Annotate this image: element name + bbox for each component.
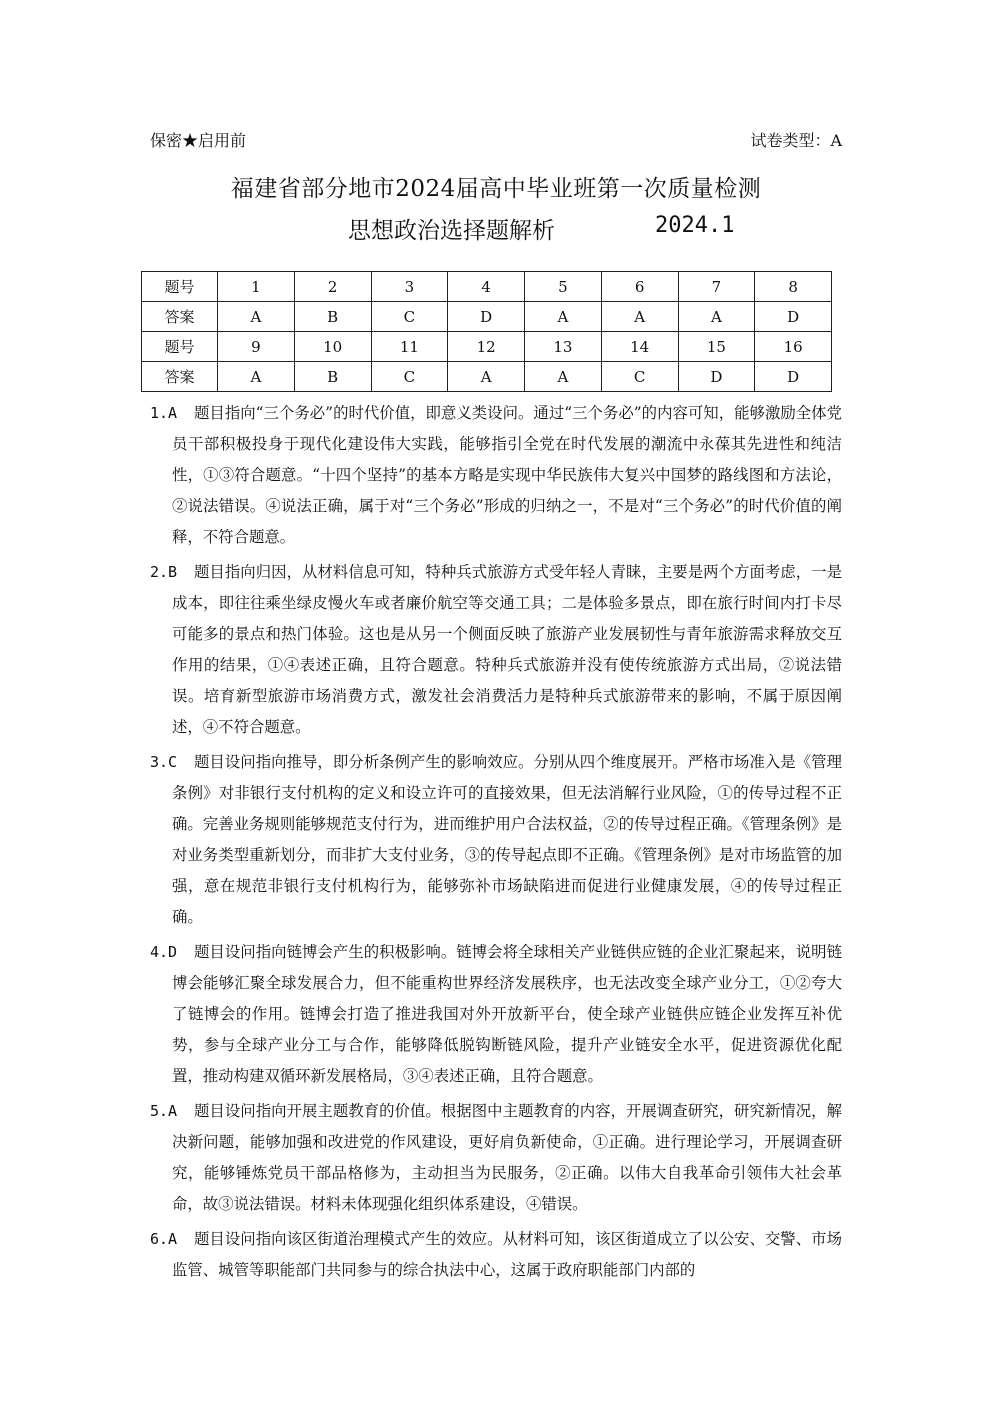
item-text: 题目设问指向链博会产生的积极影响。链博会将全球相关产业链供应链的企业汇聚起来，说明链博会能够汇聚全球发展合力，但不能重构世界经济发展秩序，也无法改变全球产业分工，①②夸大了链博会的作用。链博会打造了推进我国对外开放新平台，使全球产业链供应链企业发挥互补优势，参与全球产业分工与合作，能够降低脱钩断链风险，提升产业链安全水平，促进资源优化配置，推动构建双循环新发展格局，③④表述正确，且符合题意。 — [172, 943, 842, 1085]
table-cell: B — [294, 362, 371, 392]
table-cell: D — [448, 302, 525, 332]
table-cell: 6 — [601, 272, 678, 302]
table-cell: 4 — [448, 272, 525, 302]
table-cell: D — [678, 362, 755, 392]
item-text: 题目指向“三个务必”的时代价值，即意义类设问。通过“三个务必”的内容可知，能够激励全体党员干部积极投身于现代化建设伟大实践，能够指引全党在时代发展的潮流中永葆其先进性和纯洁性，①③符合题意。“十四个坚持”的基本方略是实现中华民族伟大复兴中国梦的路线图和方法论，②说法错误。④说法正确，属于对“三个务必”形成的归纳之一，不是对“三个务必”的时代价值的阐释，不符合题意。 — [172, 404, 842, 546]
row-header-cell: 答案 — [142, 362, 218, 392]
table-cell: A — [218, 302, 295, 332]
table-cell: 9 — [218, 332, 295, 362]
table-cell: D — [755, 302, 832, 332]
paper-type-label: 试卷类型：A — [750, 131, 842, 150]
item-text: 题目指向归因，从材料信息可知，特种兵式旅游方式受年轻人青睐，主要是两个方面考虑，一是成本，即往往乘坐绿皮慢火车或者廉价航空等交通工具；二是体验多景点，即在旅行时间内打卡尽可能多的景点和热门体验。这也是从另一个侧面反映了旅游产业发展韧性与青年旅游需求释放交互作用的结果，①④表述正确，且符合题意。特种兵式旅游并没有使传统旅游方式出局，②说法错误。培育新型旅游市场消费方式，激发社会消费活力是特种兵式旅游带来的影响，不属于原因阐述，④不符合题意。 — [172, 563, 842, 736]
document-subtitle: 思想政治选择题解析 — [348, 218, 555, 244]
table-row — [142, 332, 832, 362]
explanation-item — [150, 1096, 842, 1220]
item-text: 题目设问指向开展主题教育的价值。根据图中主题教育的内容，开展调查研究，研究新情况，解决新问题，能够加强和改进党的作风建设，更好肩负新使命，①正确。进行理论学习，开展调查研究，能够锤炼党员干部品格修为，主动担当为民服务，②正确。以伟大自我革命引领伟大社会革命，故③说法错误。材料未体现强化组织体系建设，④错误。 — [172, 1102, 842, 1213]
table-cell: 5 — [525, 272, 602, 302]
table-cell: A — [525, 302, 602, 332]
row-header-cell: 题号 — [142, 332, 218, 362]
secrecy-label: 保密★启用前 — [150, 131, 247, 150]
item-number: 1.A — [150, 404, 178, 422]
document-date: 2024.1 — [655, 213, 735, 238]
table-cell: A — [448, 362, 525, 392]
item-text: 题目设问指向该区街道治理模式产生的效应。从材料可知，该区街道成立了以公安、交警、市场监管、城管等职能部门共同参与的综合执法中心，这属于政府职能部门内部的 — [172, 1230, 842, 1279]
item-number: 3.C — [150, 753, 178, 771]
answer-table — [141, 271, 832, 392]
table-cell: 12 — [448, 332, 525, 362]
table-cell: 13 — [525, 332, 602, 362]
table-cell: C — [371, 362, 448, 392]
table-cell: 10 — [294, 332, 371, 362]
item-number: 5.A — [150, 1102, 178, 1120]
table-cell: A — [678, 302, 755, 332]
explanation-item — [150, 398, 842, 553]
table-cell: 2 — [294, 272, 371, 302]
table-row — [142, 302, 832, 332]
row-header-cell: 题号 — [142, 272, 218, 302]
table-cell: 16 — [755, 332, 832, 362]
table-cell: 7 — [678, 272, 755, 302]
table-cell: 11 — [371, 332, 448, 362]
table-cell: 1 — [218, 272, 295, 302]
table-cell: 15 — [678, 332, 755, 362]
table-cell: A — [218, 362, 295, 392]
item-number: 4.D — [150, 943, 178, 961]
item-number: 6.A — [150, 1230, 178, 1248]
table-row — [142, 272, 832, 302]
table-row — [142, 362, 832, 392]
item-number: 2.B — [150, 563, 178, 581]
table-cell: 3 — [371, 272, 448, 302]
table-cell: B — [294, 302, 371, 332]
row-header-cell: 答案 — [142, 302, 218, 332]
explanation-item — [150, 747, 842, 933]
table-cell: D — [755, 362, 832, 392]
explanation-list — [150, 398, 842, 1290]
document-title: 福建省部分地市2024届高中毕业班第一次质量检测 — [230, 176, 762, 202]
explanation-item — [150, 1224, 842, 1286]
table-cell: C — [371, 302, 448, 332]
item-text: 题目设问指向推导，即分析条例产生的影响效应。分别从四个维度展开。严格市场准入是《管理条例》对非银行支付机构的定义和设立许可的直接效果，但无法消解行业风险，①的传导过程不正确。完善业务规则能够规范支付行为，进而维护用户合法权益，②的传导过程正确。《管理条例》是对业务类型重新划分，而非扩大支付业务，③的传导起点即不正确。《管理条例》是对市场监管的加强，意在规范非银行支付机构行为，能够弥补市场缺陷进而促进行业健康发展，④的传导过程正确。 — [172, 753, 842, 926]
table-cell: C — [601, 362, 678, 392]
explanation-item — [150, 557, 842, 743]
table-cell: A — [601, 302, 678, 332]
explanation-item — [150, 937, 842, 1092]
table-cell: 8 — [755, 272, 832, 302]
table-cell: 14 — [601, 332, 678, 362]
table-cell: A — [525, 362, 602, 392]
